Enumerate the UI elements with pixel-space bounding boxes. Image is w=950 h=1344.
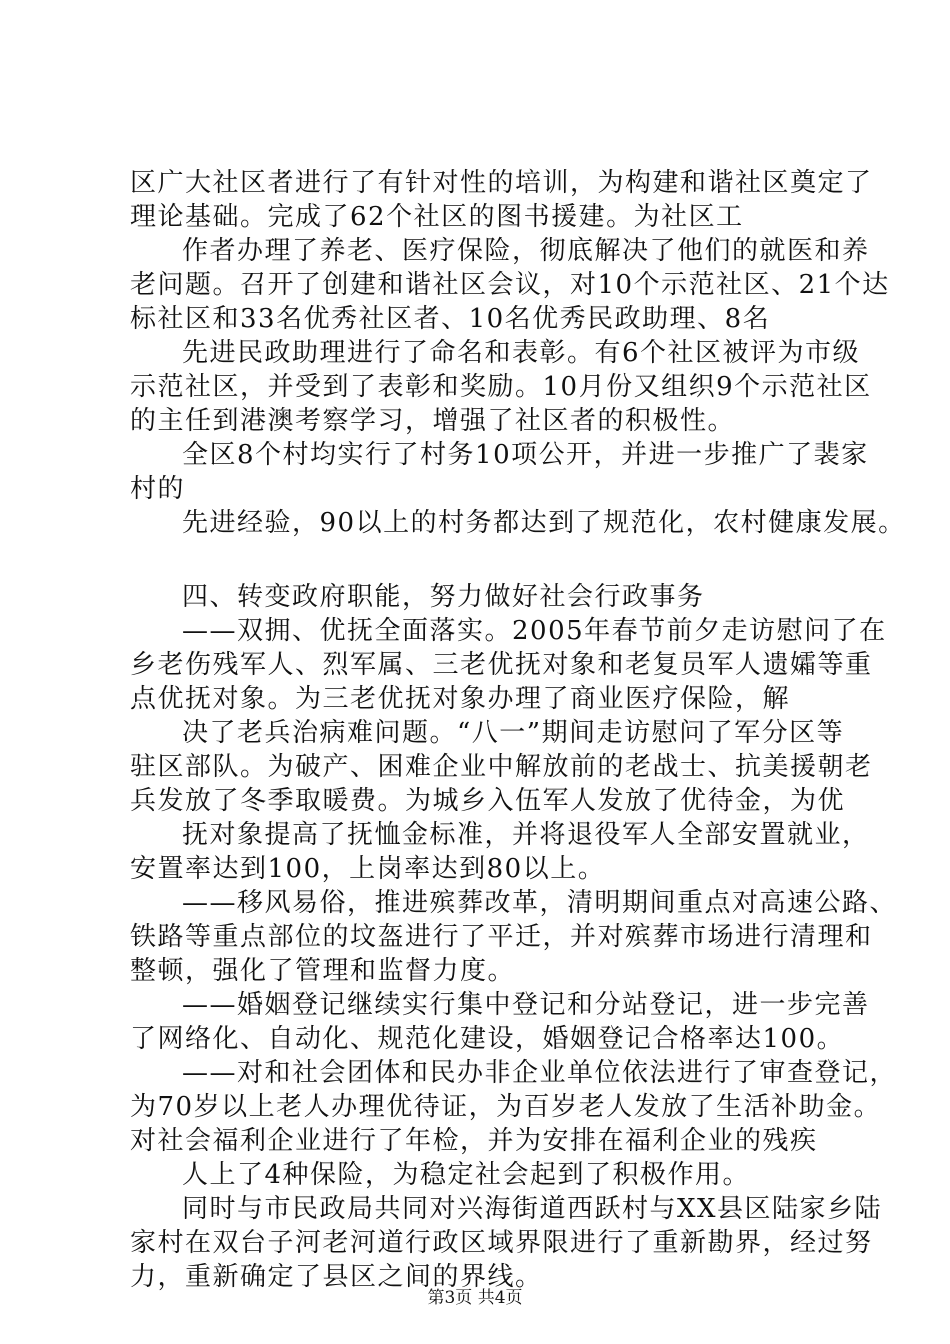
text-line: 乡老伤残军人、烈军属、三老优抚对象和老复员军人遗孀等重 bbox=[130, 650, 873, 680]
text-line: ——双拥、优抚全面落实。2005年春节前夕走访慰问了在 bbox=[182, 616, 887, 646]
text-line: 作者办理了养老、医疗保险，彻底解决了他们的就医和养 bbox=[182, 236, 870, 266]
text-line: 区广大社区者进行了有针对性的培训，为构建和谐社区奠定了 bbox=[130, 168, 873, 198]
text-line: 人上了4种保险，为稳定社会起到了积极作用。 bbox=[182, 1160, 751, 1190]
body-text bbox=[130, 166, 906, 1294]
text-line: 理论基础。完成了62个社区的图书援建。为社区工 bbox=[130, 202, 744, 232]
text-line: 家村在双台子河老河道行政区域界限进行了重新勘界，经过努 bbox=[130, 1228, 873, 1258]
text-line: 兵发放了冬季取暖费。为城乡入伍军人发放了优待金，为优 bbox=[130, 786, 846, 816]
text-line: 同时与市民政局共同对兴海街道西跃村与XX县区陆家乡陆 bbox=[182, 1194, 883, 1224]
text-line: 为70岁以上老人办理优待证，为百岁老人发放了生活补助金。 bbox=[130, 1092, 882, 1122]
text-line: 铁路等重点部位的坟盔进行了平迁，并对殡葬市场进行清理和 bbox=[130, 922, 873, 952]
paragraph-gap bbox=[130, 540, 850, 580]
text-line: 力，重新确定了县区之间的界线。 bbox=[130, 1262, 543, 1292]
text-line: 标社区和33名优秀社区者、10名优秀民政助理、8名 bbox=[130, 304, 771, 334]
text-line: 决了老兵治病难问题。“八一”期间走访慰问了军分区等 bbox=[182, 718, 845, 748]
text-line: 驻区部队。为破产、困难企业中解放前的老战士、抗美援朝老 bbox=[130, 752, 873, 782]
text-line: 全区8个村均实行了村务10项公开，并进一步推广了裴家 bbox=[182, 440, 869, 470]
page-number-footer: 第3页 共4页 bbox=[427, 1288, 523, 1308]
text-line: 安置率达到100，上岗率达到80以上。 bbox=[130, 854, 606, 884]
section-heading: 四、转变政府职能，努力做好社会行政事务 bbox=[182, 582, 705, 612]
text-line: 先进经验，90以上的村务都达到了规范化，农村健康发展。 bbox=[182, 508, 906, 538]
text-line: ——对和社会团体和民办非企业单位依法进行了审查登记， bbox=[182, 1058, 898, 1088]
text-line: 的主任到港澳考察学习，增强了社区者的积极性。 bbox=[130, 406, 736, 436]
text-line: 示范社区，并受到了表彰和奖励。10月份又组织9个示范社区 bbox=[130, 372, 872, 402]
text-line: 先进民政助理进行了命名和表彰。有6个社区被评为市级 bbox=[182, 338, 861, 368]
text-line: 整顿，强化了管理和监督力度。 bbox=[130, 956, 516, 986]
text-line: 抚对象提高了抚恤金标准，并将退役军人全部安置就业， bbox=[182, 820, 870, 850]
text-line: 老问题。召开了创建和谐社区会议，对10个示范社区、21个达 bbox=[130, 270, 890, 300]
text-line: 点优抚对象。为三老优抚对象办理了商业医疗保险，解 bbox=[130, 684, 791, 714]
text-line: ——移风易俗，推进殡葬改革，清明期间重点对高速公路、 bbox=[182, 888, 898, 918]
text-line: 对社会福利企业进行了年检，并为安排在福利企业的残疾 bbox=[130, 1126, 818, 1156]
text-line: ——婚姻登记继续实行集中登记和分站登记，进一步完善 bbox=[182, 990, 870, 1020]
text-line: 村的 bbox=[130, 474, 186, 504]
text-line: 了网络化、自动化、规范化建设，婚姻登记合格率达100。 bbox=[130, 1024, 845, 1054]
